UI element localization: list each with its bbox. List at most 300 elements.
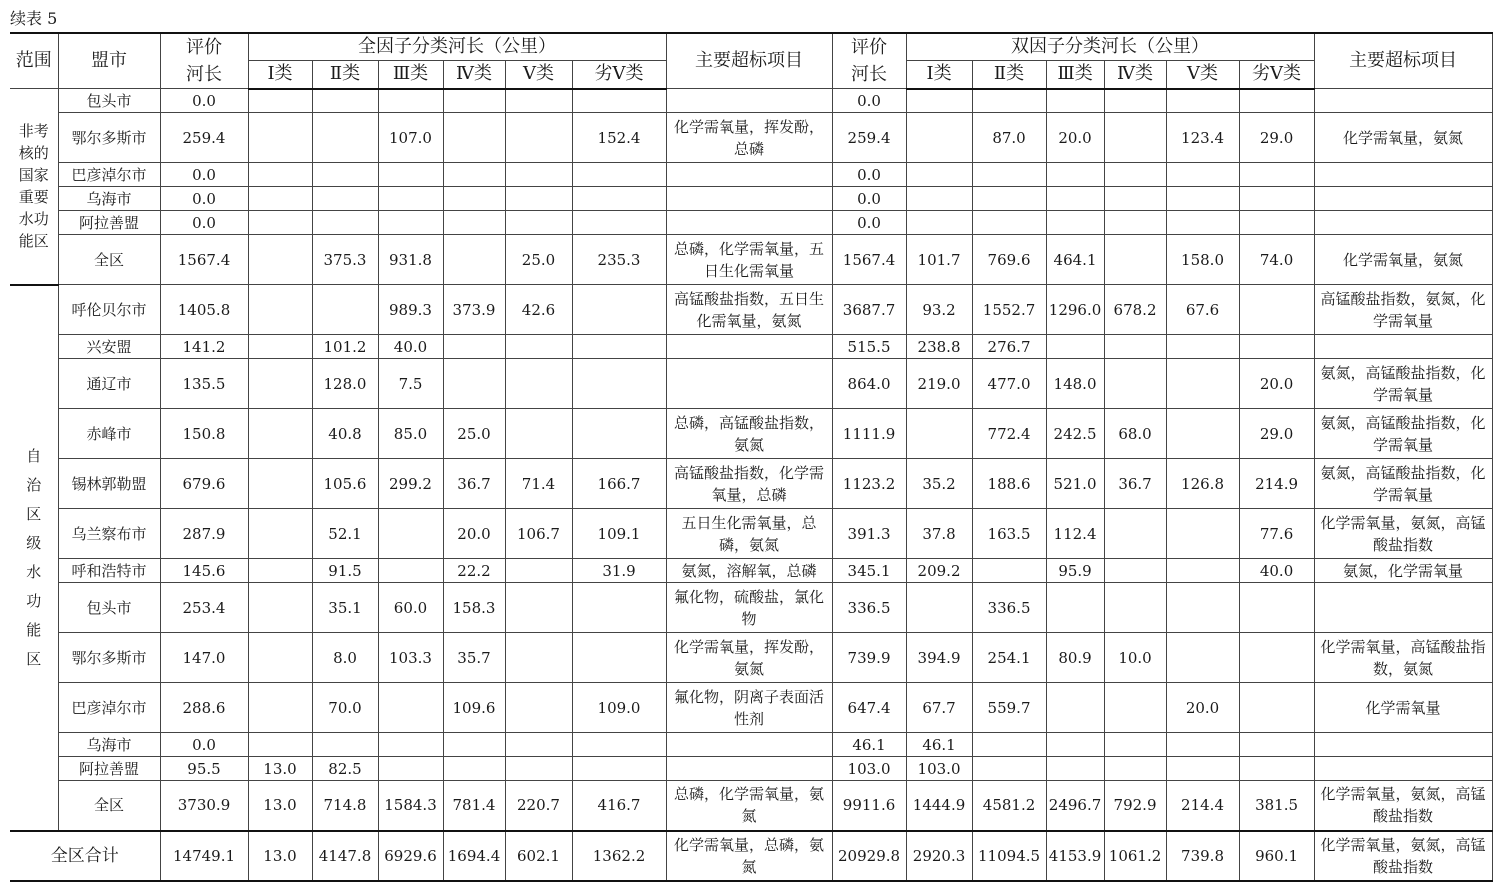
dual-class-1-value: 1444.9 — [906, 781, 972, 831]
dual-class-6-value — [1239, 187, 1314, 211]
dual-class-2-value: 254.1 — [972, 633, 1046, 683]
header-class-all-1: Ⅰ类 — [248, 61, 312, 89]
dual-class-3-value: 1296.0 — [1046, 285, 1104, 335]
all-class-3-value: 107.0 — [378, 113, 443, 163]
dual-class-3-value — [1046, 211, 1104, 235]
all-class-3-value — [378, 163, 443, 187]
eval-length-all: 3730.9 — [160, 781, 248, 831]
main-items-dual: 化学需氧量，氨氮 — [1314, 113, 1492, 163]
all-class-3-value: 60.0 — [378, 583, 443, 633]
main-items-all: 氨氮，溶解氧，总磷 — [666, 559, 832, 583]
eval-length-dual: 3687.7 — [832, 285, 906, 335]
main-items-all — [666, 163, 832, 187]
main-items-all: 氟化物，硫酸盐，氯化物 — [666, 583, 832, 633]
all-class-5-value — [505, 163, 572, 187]
eval-length-dual: 259.4 — [832, 113, 906, 163]
dual-class-4-value — [1104, 187, 1166, 211]
eval-length-dual: 647.4 — [832, 683, 906, 733]
table-caption: 续表 5 — [10, 9, 58, 28]
dual-class-1-value — [906, 211, 972, 235]
table-row — [10, 187, 1492, 211]
dual-class-2-value: 276.7 — [972, 335, 1046, 359]
all-class-3-value — [378, 733, 443, 757]
header-class-dual-4: Ⅳ类 — [1104, 61, 1166, 89]
city-name: 鄂尔多斯市 — [58, 633, 160, 683]
dual-class-4-value — [1104, 211, 1166, 235]
all-class-2-value: 105.6 — [312, 459, 378, 509]
all-class-6-value — [572, 583, 666, 633]
total-all-class-3: 6929.6 — [378, 831, 443, 881]
table-row — [10, 757, 1492, 781]
dual-class-2-value: 477.0 — [972, 359, 1046, 409]
main-items-all — [666, 187, 832, 211]
main-items-dual — [1314, 733, 1492, 757]
all-class-2-value: 35.1 — [312, 583, 378, 633]
header-class-dual-6: 劣Ⅴ类 — [1239, 61, 1314, 89]
main-items-all: 总磷，化学需氧量，五日生化需氧量 — [666, 235, 832, 285]
dual-class-4-value: 678.2 — [1104, 285, 1166, 335]
all-class-6-value: 31.9 — [572, 559, 666, 583]
all-class-5-value — [505, 757, 572, 781]
dual-class-1-value: 103.0 — [906, 757, 972, 781]
all-class-1-value — [248, 89, 312, 113]
all-class-2-value: 40.8 — [312, 409, 378, 459]
all-class-3-value: 931.8 — [378, 235, 443, 285]
total-label: 全区合计 — [10, 831, 160, 881]
eval-length-all: 150.8 — [160, 409, 248, 459]
dual-class-6-value: 29.0 — [1239, 409, 1314, 459]
dual-class-5-value — [1166, 559, 1239, 583]
main-items-all: 高锰酸盐指数，五日生化需氧量，氨氮 — [666, 285, 832, 335]
city-name: 阿拉善盟 — [58, 757, 160, 781]
city-name: 呼伦贝尔市 — [58, 285, 160, 335]
dual-class-3-value — [1046, 335, 1104, 359]
dual-class-2-value: 4581.2 — [972, 781, 1046, 831]
dual-class-3-value: 80.9 — [1046, 633, 1104, 683]
header-scope: 范围 — [10, 33, 58, 89]
all-class-2-value: 101.2 — [312, 335, 378, 359]
all-class-6-value: 235.3 — [572, 235, 666, 285]
total-dual-class-1: 2920.3 — [906, 831, 972, 881]
dual-class-6-value: 20.0 — [1239, 359, 1314, 409]
dual-class-6-value: 214.9 — [1239, 459, 1314, 509]
dual-class-6-value — [1239, 757, 1314, 781]
main-items-dual: 化学需氧量 — [1314, 683, 1492, 733]
dual-class-2-value: 188.6 — [972, 459, 1046, 509]
main-items-dual — [1314, 583, 1492, 633]
city-name: 包头市 — [58, 583, 160, 633]
all-class-4-value — [443, 733, 505, 757]
scope-label — [10, 89, 58, 285]
eval-length-all: 95.5 — [160, 757, 248, 781]
all-class-6-value: 109.0 — [572, 683, 666, 733]
all-class-2-value — [312, 733, 378, 757]
dual-class-4-value: 36.7 — [1104, 459, 1166, 509]
dual-class-4-value — [1104, 163, 1166, 187]
header-class-dual-3: Ⅲ类 — [1046, 61, 1104, 89]
table-row — [10, 335, 1492, 359]
city-name: 锡林郭勒盟 — [58, 459, 160, 509]
dual-class-2-value — [972, 757, 1046, 781]
all-class-1-value: 13.0 — [248, 781, 312, 831]
city-name: 赤峰市 — [58, 409, 160, 459]
dual-class-2-value — [972, 187, 1046, 211]
table-row — [10, 211, 1492, 235]
scope-text: 非考核的国家重要水功能区 — [18, 122, 49, 251]
header-class-all-6: 劣Ⅴ类 — [572, 61, 666, 89]
scope-label — [10, 285, 58, 831]
eval-length-dual: 864.0 — [832, 359, 906, 409]
main-items-dual: 氨氮，高锰酸盐指数，化学需氧量 — [1314, 459, 1492, 509]
eval-length-all: 135.5 — [160, 359, 248, 409]
all-class-1-value — [248, 335, 312, 359]
main-items-all: 氟化物，阴离子表面活性剂 — [666, 683, 832, 733]
dual-class-5-value — [1166, 335, 1239, 359]
all-class-3-value: 7.5 — [378, 359, 443, 409]
all-class-5-value: 25.0 — [505, 235, 572, 285]
dual-class-1-value — [906, 163, 972, 187]
dual-class-2-value — [972, 559, 1046, 583]
main-items-dual: 化学需氧量，氨氮，高锰酸盐指数 — [1314, 781, 1492, 831]
eval-length-all: 0.0 — [160, 187, 248, 211]
header-all-factor-group: 全因子分类河长（公里） — [248, 33, 666, 61]
all-class-2-value: 128.0 — [312, 359, 378, 409]
dual-class-5-value — [1166, 409, 1239, 459]
table-row — [10, 733, 1492, 757]
all-class-1-value — [248, 187, 312, 211]
dual-class-2-value — [972, 163, 1046, 187]
all-class-1-value — [248, 583, 312, 633]
all-class-1-value — [248, 683, 312, 733]
all-class-6-value — [572, 187, 666, 211]
dual-class-4-value: 792.9 — [1104, 781, 1166, 831]
all-class-5-value: 71.4 — [505, 459, 572, 509]
eval-length-dual: 515.5 — [832, 335, 906, 359]
dual-class-3-value: 521.0 — [1046, 459, 1104, 509]
all-class-1-value — [248, 211, 312, 235]
all-class-6-value — [572, 409, 666, 459]
all-class-1-value — [248, 409, 312, 459]
dual-class-2-value: 163.5 — [972, 509, 1046, 559]
all-class-5-value — [505, 89, 572, 113]
main-items-all: 化学需氧量，挥发酚，总磷 — [666, 113, 832, 163]
dual-class-5-value — [1166, 163, 1239, 187]
dual-class-5-value — [1166, 211, 1239, 235]
dual-class-1-value: 46.1 — [906, 733, 972, 757]
table-row — [10, 683, 1492, 733]
dual-class-5-value — [1166, 757, 1239, 781]
dual-class-5-value — [1166, 733, 1239, 757]
dual-class-3-value — [1046, 683, 1104, 733]
dual-class-4-value — [1104, 757, 1166, 781]
eval-length-dual: 1567.4 — [832, 235, 906, 285]
all-class-4-value — [443, 89, 505, 113]
main-items-all — [666, 757, 832, 781]
city-name: 兴安盟 — [58, 335, 160, 359]
total-all-class-2: 4147.8 — [312, 831, 378, 881]
all-class-5-value — [505, 583, 572, 633]
all-class-5-value — [505, 359, 572, 409]
city-name: 阿拉善盟 — [58, 211, 160, 235]
all-class-1-value — [248, 459, 312, 509]
header-class-all-2: Ⅱ类 — [312, 61, 378, 89]
all-class-6-value: 109.1 — [572, 509, 666, 559]
main-items-dual: 氨氮，高锰酸盐指数，化学需氧量 — [1314, 359, 1492, 409]
eval-length-all: 259.4 — [160, 113, 248, 163]
eval-length-all: 0.0 — [160, 163, 248, 187]
dual-class-6-value — [1239, 633, 1314, 683]
table-row — [10, 781, 1492, 831]
dual-class-4-value — [1104, 509, 1166, 559]
eval-length-dual: 336.5 — [832, 583, 906, 633]
dual-class-1-value — [906, 409, 972, 459]
all-class-5-value — [505, 683, 572, 733]
eval-length-all: 1567.4 — [160, 235, 248, 285]
dual-class-3-value — [1046, 163, 1104, 187]
all-class-4-value — [443, 163, 505, 187]
eval-length-dual: 391.3 — [832, 509, 906, 559]
all-class-4-value — [443, 211, 505, 235]
eval-length-dual: 345.1 — [832, 559, 906, 583]
main-items-all: 化学需氧量，挥发酚，氨氮 — [666, 633, 832, 683]
dual-class-5-value: 123.4 — [1166, 113, 1239, 163]
header-main-items-1: 主要超标项目 — [666, 33, 832, 89]
table-row — [10, 359, 1492, 409]
eval-length-dual: 9911.6 — [832, 781, 906, 831]
all-class-5-value — [505, 633, 572, 683]
all-class-6-value — [572, 163, 666, 187]
dual-class-2-value: 336.5 — [972, 583, 1046, 633]
dual-class-5-value — [1166, 89, 1239, 113]
dual-class-3-value — [1046, 89, 1104, 113]
dual-class-2-value: 559.7 — [972, 683, 1046, 733]
eval-length-dual: 1111.9 — [832, 409, 906, 459]
all-class-2-value: 8.0 — [312, 633, 378, 683]
city-name: 通辽市 — [58, 359, 160, 409]
city-name: 全区 — [58, 781, 160, 831]
eval-length-all: 679.6 — [160, 459, 248, 509]
table-row — [10, 235, 1492, 285]
all-class-6-value — [572, 359, 666, 409]
dual-class-4-value — [1104, 683, 1166, 733]
main-items-dual: 化学需氧量，高锰酸盐指数，氨氮 — [1314, 633, 1492, 683]
all-class-1-value — [248, 285, 312, 335]
dual-class-4-value — [1104, 235, 1166, 285]
dual-class-5-value — [1166, 509, 1239, 559]
eval-length-all: 0.0 — [160, 733, 248, 757]
eval-length-dual: 0.0 — [832, 163, 906, 187]
main-items-all: 总磷，高锰酸盐指数，氨氮 — [666, 409, 832, 459]
header-eval-length-text-2: 评价河长 — [851, 37, 888, 85]
all-class-3-value: 299.2 — [378, 459, 443, 509]
all-class-3-value: 989.3 — [378, 285, 443, 335]
table-row — [10, 559, 1492, 583]
header-class-dual-5: Ⅴ类 — [1166, 61, 1239, 89]
dual-class-2-value: 87.0 — [972, 113, 1046, 163]
table-row — [10, 633, 1492, 683]
total-eval-length-all: 14749.1 — [160, 831, 248, 881]
total-all-class-4: 1694.4 — [443, 831, 505, 881]
total-row — [10, 831, 1492, 881]
all-class-6-value — [572, 633, 666, 683]
main-items-all — [666, 89, 832, 113]
all-class-6-value: 416.7 — [572, 781, 666, 831]
all-class-1-value — [248, 733, 312, 757]
all-class-5-value: 220.7 — [505, 781, 572, 831]
eval-length-all: 141.2 — [160, 335, 248, 359]
all-class-5-value: 106.7 — [505, 509, 572, 559]
main-items-dual — [1314, 187, 1492, 211]
eval-length-all: 147.0 — [160, 633, 248, 683]
dual-class-3-value: 464.1 — [1046, 235, 1104, 285]
all-class-4-value: 158.3 — [443, 583, 505, 633]
all-class-6-value: 152.4 — [572, 113, 666, 163]
dual-class-2-value — [972, 733, 1046, 757]
all-class-2-value: 714.8 — [312, 781, 378, 831]
header-eval-length-2 — [832, 33, 906, 89]
eval-length-dual: 1123.2 — [832, 459, 906, 509]
total-dual-class-2: 11094.5 — [972, 831, 1046, 881]
eval-length-dual: 46.1 — [832, 733, 906, 757]
dual-class-5-value: 20.0 — [1166, 683, 1239, 733]
table-row — [10, 113, 1492, 163]
city-name: 乌兰察布市 — [58, 509, 160, 559]
header-class-dual-1: Ⅰ类 — [906, 61, 972, 89]
all-class-3-value — [378, 757, 443, 781]
main-items-all — [666, 733, 832, 757]
all-class-4-value: 781.4 — [443, 781, 505, 831]
city-name: 乌海市 — [58, 733, 160, 757]
header-class-all-5: Ⅴ类 — [505, 61, 572, 89]
dual-class-2-value: 772.4 — [972, 409, 1046, 459]
all-class-5-value — [505, 733, 572, 757]
main-items-dual — [1314, 89, 1492, 113]
all-class-5-value — [505, 113, 572, 163]
dual-class-3-value: 112.4 — [1046, 509, 1104, 559]
scope-text: 自治区级水功能区 — [26, 446, 42, 668]
table-row — [10, 509, 1492, 559]
dual-class-2-value: 1552.7 — [972, 285, 1046, 335]
all-class-4-value — [443, 335, 505, 359]
header-eval-length-text: 评价河长 — [186, 37, 222, 85]
all-class-2-value: 52.1 — [312, 509, 378, 559]
main-items-dual — [1314, 335, 1492, 359]
dual-class-3-value: 242.5 — [1046, 409, 1104, 459]
all-class-4-value: 35.7 — [443, 633, 505, 683]
total-dual-class-4: 1061.2 — [1104, 831, 1166, 881]
all-class-4-value: 109.6 — [443, 683, 505, 733]
table-row — [10, 583, 1492, 633]
main-items-dual: 化学需氧量，氨氮 — [1314, 235, 1492, 285]
all-class-3-value — [378, 509, 443, 559]
eval-length-all: 288.6 — [160, 683, 248, 733]
city-name: 鄂尔多斯市 — [58, 113, 160, 163]
city-name: 巴彦淖尔市 — [58, 163, 160, 187]
city-name: 巴彦淖尔市 — [58, 683, 160, 733]
dual-class-1-value: 37.8 — [906, 509, 972, 559]
dual-class-1-value: 93.2 — [906, 285, 972, 335]
all-class-1-value — [248, 559, 312, 583]
dual-class-5-value: 214.4 — [1166, 781, 1239, 831]
main-items-dual: 氨氮，高锰酸盐指数，化学需氧量 — [1314, 409, 1492, 459]
dual-class-4-value — [1104, 335, 1166, 359]
dual-class-5-value — [1166, 187, 1239, 211]
dual-class-6-value — [1239, 211, 1314, 235]
header-class-all-4: Ⅳ类 — [443, 61, 505, 89]
dual-class-5-value: 67.6 — [1166, 285, 1239, 335]
dual-class-2-value — [972, 89, 1046, 113]
dual-class-6-value: 40.0 — [1239, 559, 1314, 583]
eval-length-dual: 103.0 — [832, 757, 906, 781]
all-class-4-value: 25.0 — [443, 409, 505, 459]
table-row — [10, 459, 1492, 509]
all-class-2-value: 91.5 — [312, 559, 378, 583]
all-class-1-value — [248, 633, 312, 683]
main-items-dual: 化学需氧量，氨氮，高锰酸盐指数 — [1314, 509, 1492, 559]
dual-class-5-value: 158.0 — [1166, 235, 1239, 285]
dual-class-4-value — [1104, 733, 1166, 757]
all-class-2-value: 82.5 — [312, 757, 378, 781]
all-class-2-value — [312, 113, 378, 163]
table-row — [10, 89, 1492, 113]
dual-class-2-value: 769.6 — [972, 235, 1046, 285]
eval-length-all: 1405.8 — [160, 285, 248, 335]
dual-class-1-value: 219.0 — [906, 359, 972, 409]
dual-class-2-value — [972, 211, 1046, 235]
all-class-3-value — [378, 211, 443, 235]
eval-length-all: 253.4 — [160, 583, 248, 633]
all-class-5-value: 42.6 — [505, 285, 572, 335]
dual-class-6-value: 74.0 — [1239, 235, 1314, 285]
dual-class-1-value: 101.7 — [906, 235, 972, 285]
all-class-4-value — [443, 757, 505, 781]
total-dual-class-6: 960.1 — [1239, 831, 1314, 881]
all-class-1-value — [248, 509, 312, 559]
main-items-all — [666, 335, 832, 359]
dual-class-6-value — [1239, 683, 1314, 733]
all-class-4-value: 22.2 — [443, 559, 505, 583]
dual-class-3-value: 148.0 — [1046, 359, 1104, 409]
total-main-items-dual: 化学需氧量，氨氮，高锰酸盐指数 — [1314, 831, 1492, 881]
main-items-all: 五日生化需氧量，总磷，氨氮 — [666, 509, 832, 559]
header-eval-length — [160, 33, 248, 89]
dual-class-3-value: 20.0 — [1046, 113, 1104, 163]
all-class-6-value — [572, 89, 666, 113]
all-class-3-value — [378, 559, 443, 583]
main-items-dual — [1314, 211, 1492, 235]
table-row — [10, 409, 1492, 459]
all-class-2-value — [312, 211, 378, 235]
all-class-5-value — [505, 335, 572, 359]
city-name: 呼和浩特市 — [58, 559, 160, 583]
dual-class-6-value — [1239, 163, 1314, 187]
main-items-dual: 氨氮，化学需氧量 — [1314, 559, 1492, 583]
city-name: 乌海市 — [58, 187, 160, 211]
dual-class-6-value — [1239, 285, 1314, 335]
all-class-6-value — [572, 733, 666, 757]
all-class-4-value — [443, 235, 505, 285]
dual-class-6-value — [1239, 335, 1314, 359]
main-items-all: 总磷，化学需氧量，氨氮 — [666, 781, 832, 831]
main-items-dual: 高锰酸盐指数，氨氮，化学需氧量 — [1314, 285, 1492, 335]
dual-class-4-value: 10.0 — [1104, 633, 1166, 683]
all-class-1-value — [248, 359, 312, 409]
main-items-all — [666, 359, 832, 409]
all-class-6-value: 166.7 — [572, 459, 666, 509]
all-class-1-value — [248, 113, 312, 163]
total-eval-length-dual: 20929.8 — [832, 831, 906, 881]
dual-class-6-value: 381.5 — [1239, 781, 1314, 831]
